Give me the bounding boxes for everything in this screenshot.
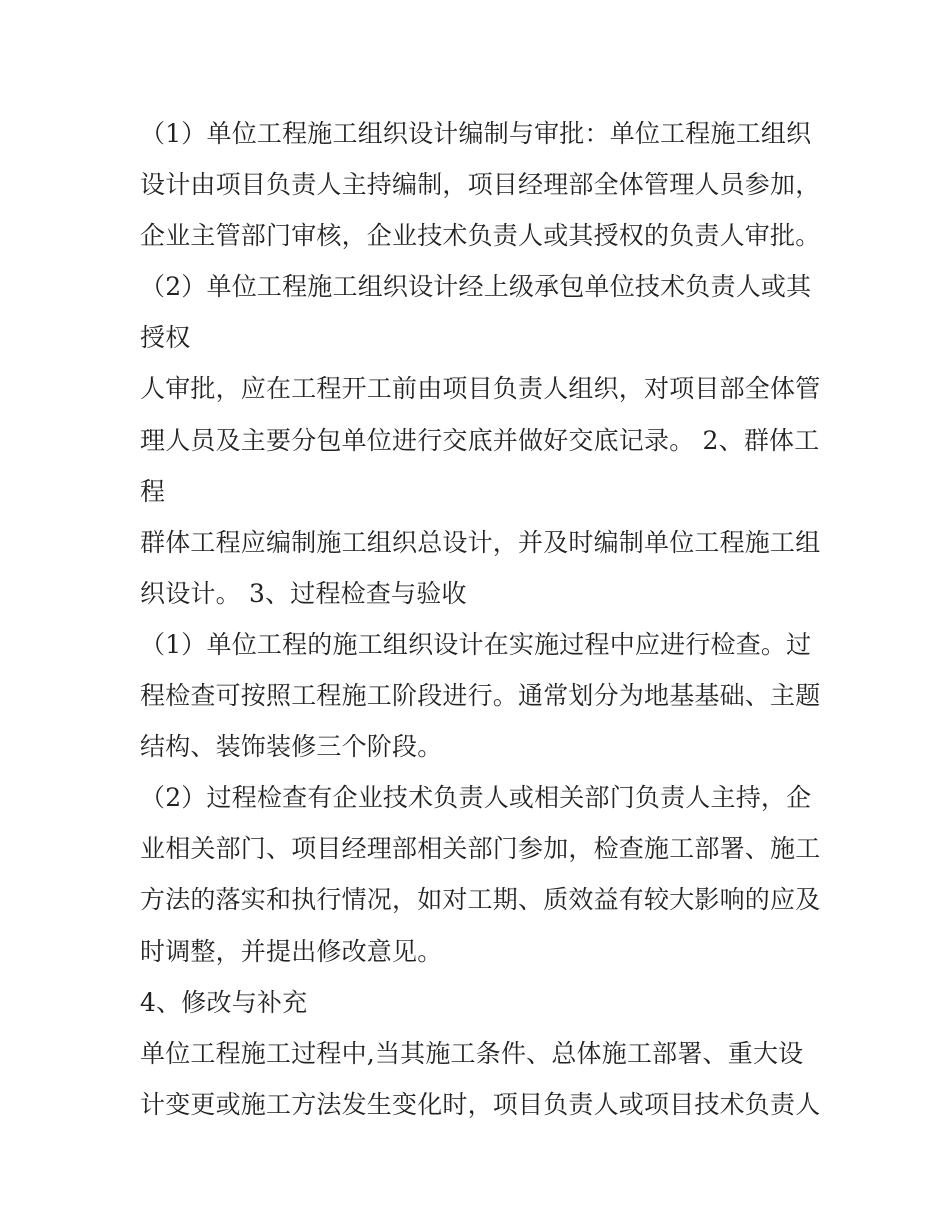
text-line: 企业主管部门审核，企业技术负责人或其授权的负责人审批。 bbox=[140, 221, 821, 251]
text-line: 单位工程施工过程中,当其施工条件、总体施工部署、重大设 bbox=[140, 1038, 804, 1068]
text-line: 授权 bbox=[140, 323, 191, 353]
text-line: 人审批，应在工程开工前由项目负责人组织，对项目部全体管 bbox=[140, 374, 821, 404]
text-line: 理人员及主要分包单位进行交底并做好交底记录。 2、群体工 bbox=[140, 425, 820, 455]
text-line: 群体工程应编制施工组织总设计，并及时编制单位工程施工组 bbox=[140, 527, 821, 557]
text-line: （2）单位工程施工组织设计经上级承包单位技术负责人或其 bbox=[140, 272, 812, 302]
text-line: 计变更或施工方法发生变化时，项目负责人或项目技术负责人 bbox=[140, 1089, 821, 1119]
text-line: （2）过程检查有企业技术负责人或相关部门负责人主持，企 bbox=[140, 783, 812, 813]
text-line: 设计由项目负责人主持编制，项目经理部全体管理人员参加， bbox=[140, 170, 821, 200]
text-line: 方法的落实和执行情况，如对工期、质效益有较大影响的应及 bbox=[140, 885, 821, 915]
text-line: 程 bbox=[140, 476, 166, 506]
text-line: 时调整，并提出修改意见。 bbox=[140, 936, 443, 966]
text-line: 织设计。 3、过程检查与验收 bbox=[140, 578, 467, 608]
text-line: 业相关部门、项目经理部相关部门参加，检查施工部署、施工 bbox=[140, 834, 821, 864]
text-line: 程检查可按照工程施工阶段进行。通常划分为地基基础、主题 bbox=[140, 681, 821, 711]
text-line: （1）单位工程施工组织设计编制与审批：单位工程施工组织 bbox=[140, 119, 812, 148]
text-line: 结构、装饰装修三个阶段。 bbox=[140, 732, 443, 762]
text-line: 4、修改与补充 bbox=[140, 987, 308, 1017]
text-line: （1）单位工程的施工组织设计在实施过程中应进行检查。过 bbox=[140, 629, 812, 659]
document-body bbox=[140, 108, 830, 1130]
